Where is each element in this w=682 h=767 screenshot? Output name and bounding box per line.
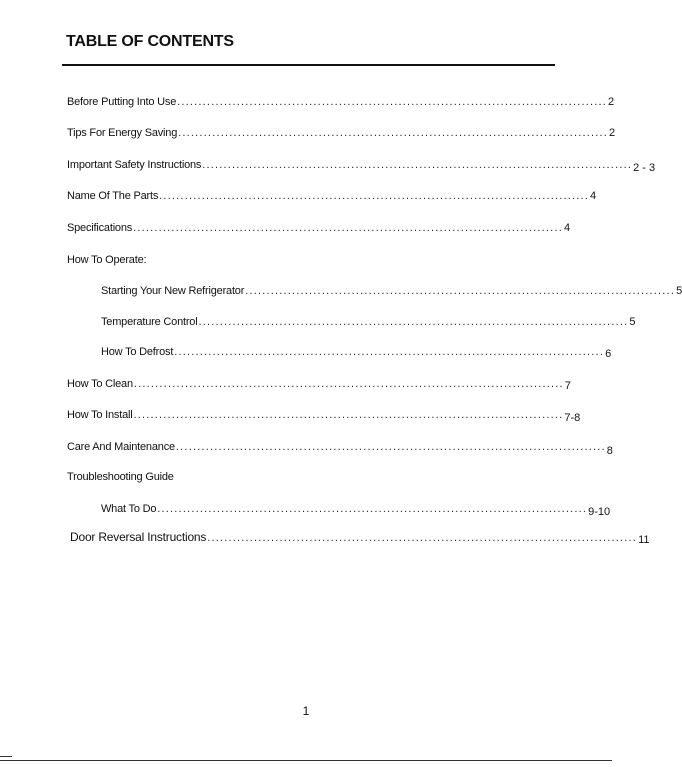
toc-entry-how-to-defrost[interactable]	[101, 345, 612, 360]
toc-entry-page: 7	[564, 380, 571, 392]
toc-entry-name-of-the-parts[interactable]	[67, 189, 597, 203]
toc-entry-page: 11	[638, 534, 650, 546]
page-title: TABLE OF CONTENTS	[66, 33, 234, 50]
toc-entry-what-to-do[interactable]	[101, 502, 611, 518]
toc-entry-title: Care And Maintenance	[67, 441, 175, 453]
page-number: 1	[302, 704, 310, 718]
toc-entry-before-putting-into-use[interactable]	[67, 95, 615, 109]
toc-entry-page: 2	[608, 96, 615, 108]
toc-entry-title: Tips For Energy Saving	[67, 127, 178, 139]
toc-entry-page: 2 - 3	[633, 162, 656, 174]
toc-entry-title: Specifications	[67, 222, 133, 234]
toc-entry-page: 2	[609, 127, 616, 139]
dot-leader: .....................................................................................................	[133, 222, 563, 234]
toc-entry-title: How To Defrost	[101, 346, 174, 358]
toc-entry-starting-your-new-refrigerator[interactable]	[101, 284, 682, 298]
toc-entry-title: Door Reversal Instructions	[70, 530, 207, 544]
toc-entry-page: 6	[605, 348, 612, 360]
toc-entry-page: 4	[590, 190, 597, 202]
toc-entry-title: Starting Your New Refrigerator	[101, 285, 245, 297]
toc-entry-page: 5	[629, 316, 636, 328]
toc-entry-door-reversal-instructions[interactable]	[70, 530, 650, 546]
dot-leader: .....................................................................................................	[198, 316, 629, 328]
toc-section-heading-troubleshooting-guide: Troubleshooting Guide	[67, 471, 174, 483]
toc-entry-tips-for-energy-saving[interactable]	[67, 126, 616, 140]
toc-entry-page: 4	[563, 222, 571, 234]
toc-entry-page: 8	[606, 445, 613, 457]
bottom-rule	[0, 760, 612, 761]
dot-leader: .....................................................................................................	[175, 441, 606, 453]
dot-leader: .....................................................................................................	[159, 190, 590, 202]
toc-entry-title: Name Of The Parts	[67, 190, 159, 202]
dot-leader: .....................................................................................................	[133, 409, 564, 421]
toc-entry-title: How To Clean	[67, 378, 133, 390]
toc-entry-care-and-maintenance[interactable]	[67, 440, 613, 457]
dot-leader: .....................................................................................................	[207, 532, 638, 544]
dot-leader: .....................................................................................................	[133, 378, 564, 390]
dot-leader: .....................................................................................................	[174, 346, 605, 358]
dot-leader: .....................................................................................................	[178, 127, 609, 139]
toc-entry-how-to-install[interactable]	[67, 408, 581, 424]
toc-entry-specifications[interactable]	[67, 221, 571, 235]
dot-leader: .....................................................................................................	[202, 159, 633, 171]
toc-entry-how-to-clean[interactable]	[67, 377, 571, 392]
dot-leader: .....................................................................................................	[157, 503, 588, 515]
toc-entry-title: What To Do	[101, 503, 157, 515]
dot-leader: .....................................................................................................	[245, 285, 676, 297]
toc-entry-title: Before Putting Into Use	[67, 96, 177, 108]
toc-entry-important-safety-instructions[interactable]	[67, 158, 656, 174]
toc-section-heading-how-to-operate: How To Operate:	[67, 254, 147, 266]
toc-entry-title: Temperature Control	[101, 316, 198, 328]
toc-entry-temperature-control[interactable]	[101, 315, 636, 329]
corner-mark	[0, 756, 12, 757]
toc-entry-title: How To Install	[67, 409, 133, 421]
toc-entry-title: Important Safety Instructions	[67, 159, 202, 171]
toc-entry-page: 9-10	[588, 506, 611, 518]
toc-entry-page: 5	[676, 285, 682, 297]
toc-entry-page: 7-8	[564, 412, 581, 424]
dot-leader: .....................................................................................................	[177, 96, 608, 108]
